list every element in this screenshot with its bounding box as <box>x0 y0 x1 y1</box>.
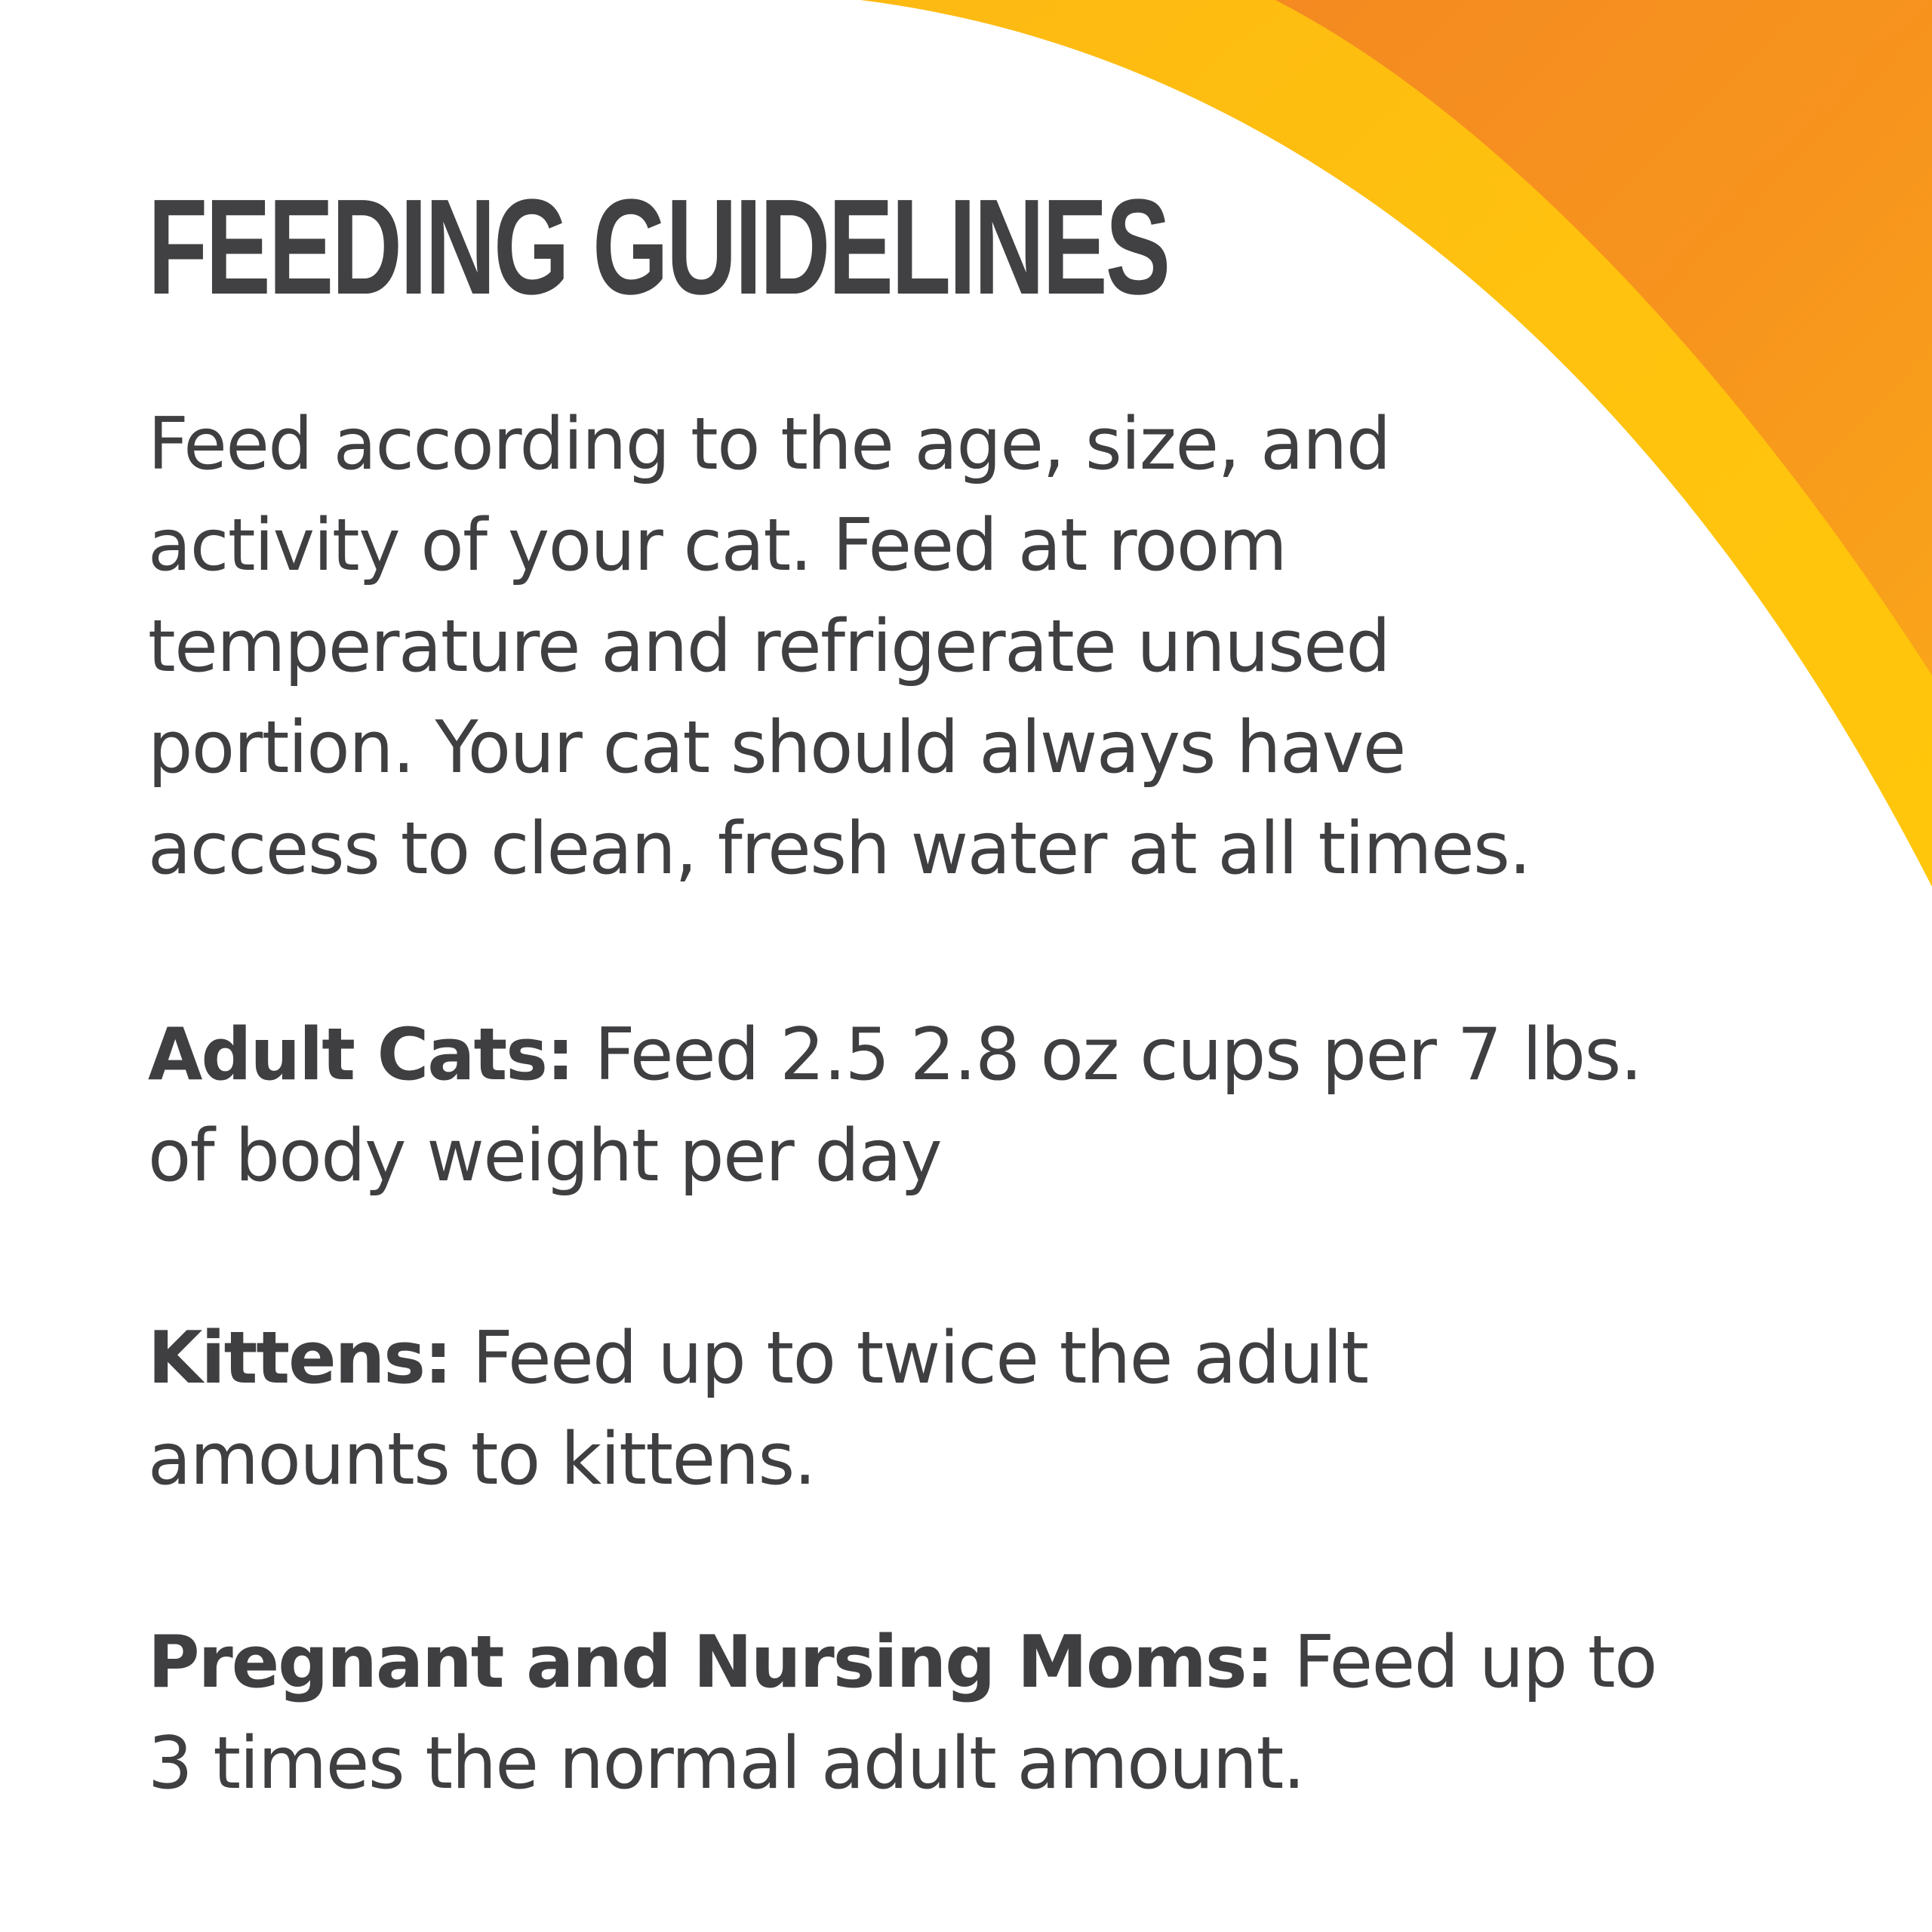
intro-line: temperature and refrigerate unused <box>148 605 1390 688</box>
adult-cats-text: Feed 2.5 2.8 oz cups per 7 lbs. <box>573 1014 1642 1097</box>
adult-cats-label: Adult Cats: <box>148 1014 574 1097</box>
adult-cats-paragraph <box>148 1004 1641 1207</box>
kittens-text: Feed up to twice the adult <box>451 1317 1368 1400</box>
intro-line: activity of your cat. Feed at room <box>148 504 1287 587</box>
intro-line: portion. Your cat should always have <box>148 706 1405 789</box>
intro-paragraph <box>148 394 1531 900</box>
moms-line <box>148 1612 1657 1713</box>
moms-text: Feed up to <box>1272 1621 1657 1704</box>
kittens-paragraph <box>148 1308 1368 1510</box>
pregnant-nursing-moms-paragraph <box>148 1612 1657 1814</box>
kittens-line <box>148 1308 1368 1409</box>
kittens-label: Kittens: <box>148 1317 451 1400</box>
page-title: FEEDING GUIDELINES <box>148 171 1169 323</box>
intro-line: access to clean, fresh water at all times. <box>148 808 1531 891</box>
moms-line: 3 times the normal adult amount. <box>148 1722 1305 1805</box>
kittens-line: amounts to kittens. <box>148 1418 816 1501</box>
adult-cats-line: of body weight per day <box>148 1115 942 1198</box>
intro-line: Feed according to the age, size, and <box>148 403 1390 486</box>
adult-cats-line <box>148 1004 1641 1106</box>
moms-label: Pregnant and Nursing Moms: <box>148 1621 1273 1704</box>
